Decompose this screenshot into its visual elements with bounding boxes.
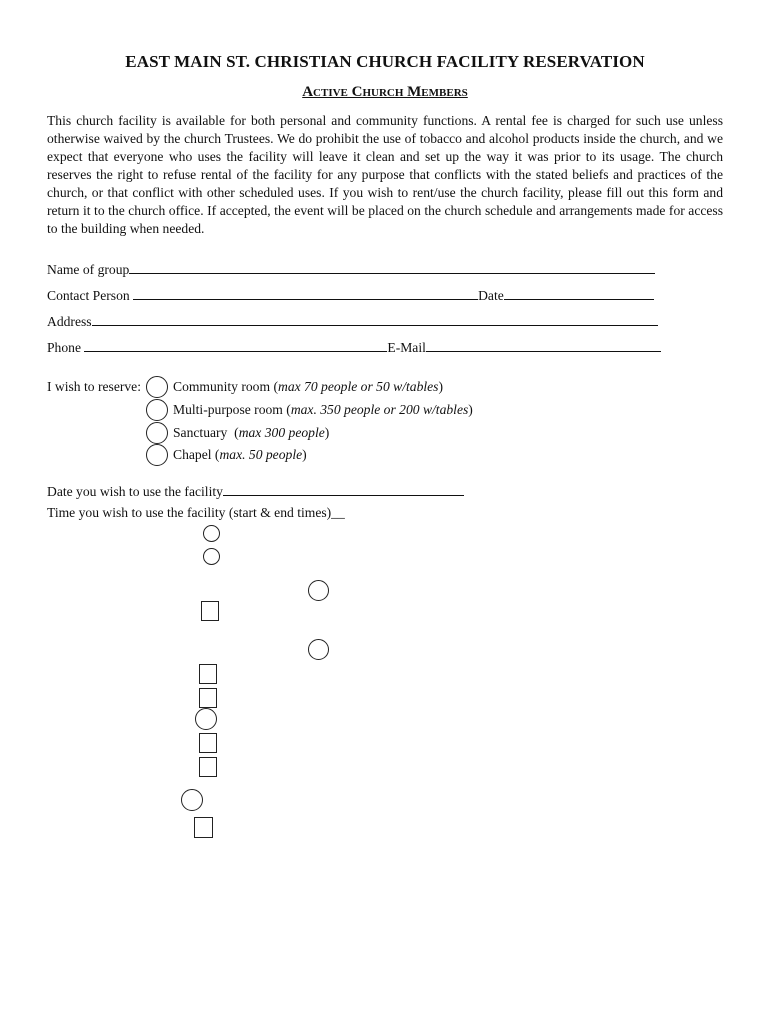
checkbox-widget-2[interactable] — [199, 664, 217, 684]
date-to-use-field[interactable] — [223, 481, 464, 496]
phone-row — [47, 337, 661, 355]
form-subtitle: Active Church Members — [302, 84, 468, 100]
address-row — [47, 311, 658, 329]
date-field[interactable] — [504, 285, 654, 300]
name-of-group-field[interactable] — [129, 259, 655, 274]
option-multi-purpose-room-label: Multi-purpose room (max. 350 people or 200 w/tables) — [173, 402, 473, 417]
name-of-group-row — [47, 259, 655, 277]
reserve-label: I wish to reserve: — [47, 379, 141, 394]
phone-label: Phone — [47, 340, 81, 355]
contact-person-field[interactable] — [133, 285, 478, 300]
address-label: Address — [47, 314, 92, 329]
radio-widget-5[interactable] — [195, 708, 217, 730]
checkbox-widget-6[interactable] — [194, 817, 213, 838]
intro-paragraph: This church facility is available for both personal and community functions. A rental fee is charged for such use unless otherwise waived by the church Trustees. We do prohibit the use of tobacco and alcohol products inside the church, and we expect that everyone who uses the facility will leave it clean and set up the way it was prior to its usage. The church reserves the right to refuse rental of the facility for any purpose that conflicts with the stated beliefs and practices of the church, or that conflict with other scheduled uses. If you wish to rent/use the church facility, please fill out this form and return it to the church office. If accepted, the event will be placed on the church schedule and arrangements made for access to the building when needed. — [47, 113, 723, 236]
radio-widget-6[interactable] — [181, 789, 203, 811]
contact-person-label: Contact Person — [47, 288, 130, 303]
radio-widget-2[interactable] — [203, 548, 220, 565]
date-to-use-label: Date you wish to use the facility — [47, 484, 223, 499]
radio-chapel[interactable] — [146, 444, 168, 466]
date-to-use-row — [47, 481, 464, 499]
name-of-group-label: Name of group — [47, 262, 130, 277]
checkbox-widget-5[interactable] — [199, 757, 217, 777]
radio-multi-purpose-room[interactable] — [146, 399, 168, 421]
email-label: E-Mail — [387, 340, 426, 355]
time-to-use-row — [47, 504, 345, 522]
time-to-use-label: Time you wish to use the facility (start & end times)__ — [47, 505, 345, 520]
address-field[interactable] — [92, 311, 658, 326]
option-community-room-label: Community room (max 70 people or 50 w/tables) — [173, 379, 443, 394]
radio-widget-3[interactable] — [308, 580, 329, 601]
contact-person-row — [47, 285, 654, 303]
form-title: EAST MAIN ST. CHRISTIAN CHURCH FACILITY RESERVATION — [125, 52, 645, 71]
option-chapel-label: Chapel (max. 50 people) — [173, 447, 307, 462]
checkbox-widget-4[interactable] — [199, 733, 217, 753]
phone-field[interactable] — [84, 337, 387, 352]
email-field[interactable] — [426, 337, 661, 352]
radio-community-room[interactable] — [146, 376, 168, 398]
option-sanctuary-label: Sanctuary (max 300 people) — [173, 425, 330, 440]
date-label: Date — [478, 288, 504, 303]
radio-sanctuary[interactable] — [146, 422, 168, 444]
radio-widget-1[interactable] — [203, 525, 220, 542]
checkbox-widget-1[interactable] — [201, 601, 219, 621]
checkbox-widget-3[interactable] — [199, 688, 217, 708]
radio-widget-4[interactable] — [308, 639, 329, 660]
